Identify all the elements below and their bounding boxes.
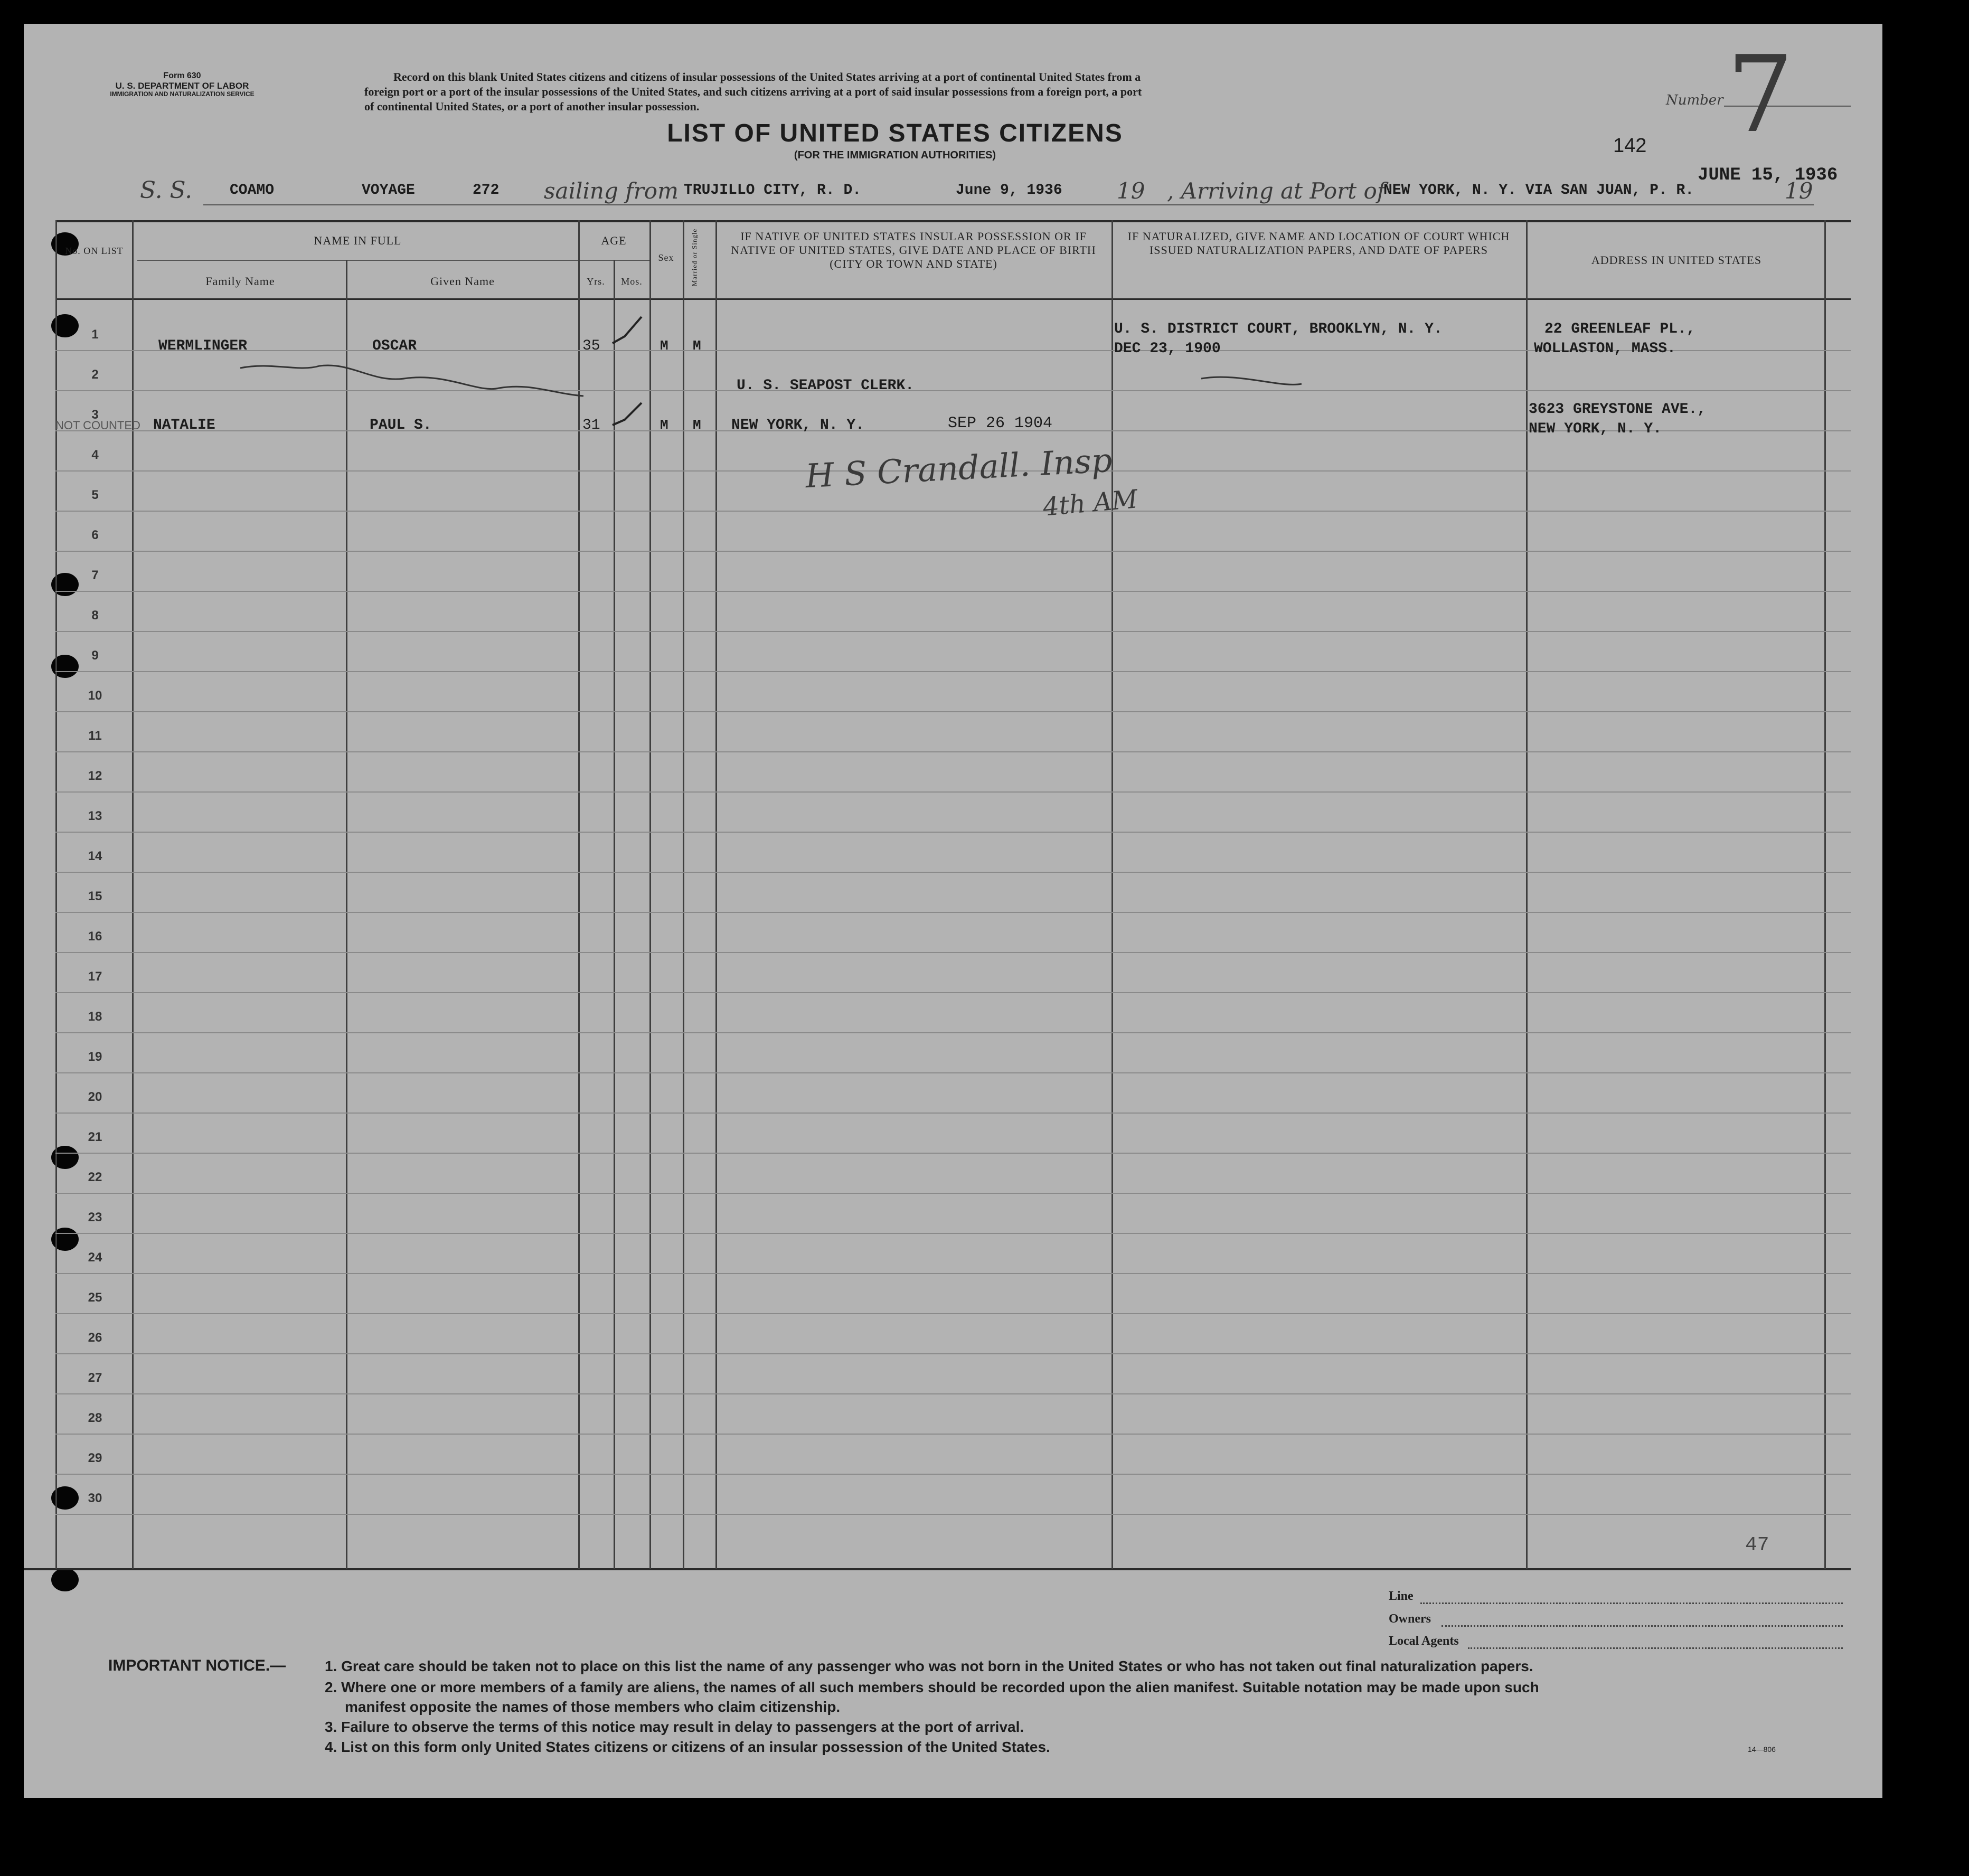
instructions-line-3: of continental United States, or a port of another insular possession. xyxy=(364,100,700,113)
entry-3-address-1: 3623 GREYSTONE AVE., xyxy=(1529,401,1707,418)
notice-item-4: 4. List on this form only United States citizens or citizens of an insular possession of the United States. xyxy=(325,1739,1050,1755)
row-number: 9 xyxy=(91,648,99,663)
form-code: 14—806 xyxy=(1748,1745,1776,1754)
owners-label: Owners xyxy=(1389,1612,1431,1626)
row-number: 19 xyxy=(88,1050,102,1064)
entry-3-family: NATALIE xyxy=(153,417,215,433)
entry-3-yrs: 31 xyxy=(582,417,600,433)
col-header-naturalized: IF NATURALIZED, GIVE NAME AND LOCATION OF COURT WHICH ISSUED NATURALIZATION PAPERS, AND DATE OF PAPERS xyxy=(1127,230,1510,257)
number-value: 7 xyxy=(1727,33,1794,156)
row-number: 14 xyxy=(88,849,102,863)
entry-1-court: U. S. DISTRICT COURT, BROOKLYN, N. Y. xyxy=(1114,321,1443,337)
entry-1-family: WERMLINGER xyxy=(158,338,248,354)
col-header-mos: Mos. xyxy=(621,276,643,287)
notice-item-2-cont: manifest opposite the names of those members who claim citizenship. xyxy=(345,1699,841,1715)
col-header-name: NAME IN FULL xyxy=(314,234,402,247)
row-number: 6 xyxy=(91,528,99,542)
manifest-sheet xyxy=(24,24,1882,1798)
form-number: Form 630 xyxy=(163,71,201,80)
col-header-yrs: Yrs. xyxy=(587,276,605,287)
row-number: 13 xyxy=(88,809,102,823)
check-mark xyxy=(613,317,642,343)
col-header-age: AGE xyxy=(601,234,627,247)
row-number: 5 xyxy=(91,488,99,502)
check-mark xyxy=(613,403,642,425)
agents-label: Local Agents xyxy=(1389,1634,1459,1648)
row-number: 28 xyxy=(88,1411,102,1425)
col-header-native: IF NATIVE OF UNITED STATES INSULAR POSSESSION OR IF NATIVE OF UNITED STATES, GIVE DATE AND PLACE OF BIRTH (CITY OR TOWN AND STATE) xyxy=(731,230,1096,270)
col-header-family: Family Name xyxy=(205,275,275,288)
row-number: 15 xyxy=(88,889,102,903)
bottom-number: 47 xyxy=(1745,1534,1769,1557)
notice-title: IMPORTANT NOTICE.— xyxy=(108,1657,286,1674)
col-header-address: ADDRESS IN UNITED STATES xyxy=(1591,253,1762,267)
row-number: 7 xyxy=(91,568,99,582)
ship-name: COAMO xyxy=(230,182,275,199)
voyage-label: VOYAGE xyxy=(362,182,415,199)
row-number: 2 xyxy=(91,367,99,382)
row-number: 21 xyxy=(88,1130,102,1144)
row-number: 17 xyxy=(88,969,102,984)
row-number: 10 xyxy=(88,689,102,703)
entry-2-note: U. S. SEAPOST CLERK. xyxy=(737,378,915,394)
handwritten-marks xyxy=(24,24,1882,1608)
entry-3-birthdate: SEP 26 1904 xyxy=(948,414,1053,432)
row-number: 16 xyxy=(88,929,102,944)
notice-item-2: 2. Where one or more members of a family are aliens, the names of all such members should be recorded upon the alien manifest. Suitable notation may be made upon such xyxy=(325,1679,1539,1695)
entry-3-margin-note: NOT COUNTED xyxy=(55,419,140,432)
signature-note: 4th AM xyxy=(1041,484,1139,522)
row-number: 4 xyxy=(91,448,99,462)
year-suffix: 19 xyxy=(1785,178,1813,204)
row-number: 12 xyxy=(88,769,102,783)
voyage-number: 272 xyxy=(473,182,500,199)
form-service: IMMIGRATION AND NATURALIZATION SERVICE xyxy=(110,90,255,98)
row-number: 18 xyxy=(88,1010,102,1024)
entry-1-address-2: WOLLASTON, MASS. xyxy=(1534,341,1676,357)
line-label: Line xyxy=(1389,1589,1414,1603)
sailing-label: sailing from xyxy=(544,178,679,204)
page-stamp: 142 xyxy=(1613,135,1647,157)
year-prefix: 19 xyxy=(1117,178,1145,204)
owners-field xyxy=(1442,1625,1843,1627)
col-header-no: No. ON LIST xyxy=(65,246,124,256)
ditto-squiggle xyxy=(1201,377,1302,384)
entry-1-yrs: 35 xyxy=(582,338,600,354)
entry-3-birthplace: NEW YORK, N. Y. xyxy=(731,417,865,433)
row-number: 27 xyxy=(88,1371,102,1385)
arrival-date: JUNE 15, 1936 xyxy=(1698,165,1838,185)
entry-3-married: M xyxy=(693,417,701,433)
row-number: 3 xyxy=(91,408,99,422)
col-header-married: Married or Single xyxy=(690,228,699,287)
form-department: U. S. DEPARTMENT OF LABOR xyxy=(115,81,249,91)
row-number: 24 xyxy=(88,1250,102,1265)
inspector-signature: H S Crandall. Insp xyxy=(804,440,1114,496)
page-subtitle: (FOR THE IMMIGRATION AUTHORITIES) xyxy=(794,149,996,161)
entry-1-court-date: DEC 23, 1900 xyxy=(1114,341,1221,357)
line-field xyxy=(1420,1602,1843,1604)
notice-item-1: 1. Great care should be taken not to place on this list the name of any passenger who was not born in the United States or who has not taken out final naturalization papers. xyxy=(325,1658,1533,1674)
row-number: 20 xyxy=(88,1090,102,1104)
arriving-label: , Arriving at Port of xyxy=(1167,178,1386,204)
col-header-given: Given Name xyxy=(430,275,495,288)
row-number: 11 xyxy=(88,729,102,743)
sailing-from: TRUJILLO CITY, R. D. xyxy=(684,182,862,199)
entry-3-address-2: NEW YORK, N. Y. xyxy=(1529,421,1662,437)
agents-field xyxy=(1468,1647,1843,1649)
row-number: 8 xyxy=(91,608,99,623)
row-number: 22 xyxy=(88,1170,102,1184)
row-number: 26 xyxy=(88,1331,102,1345)
sailing-date: June 9, 1936 xyxy=(956,182,1062,199)
instructions-line-1: Record on this blank United States citizens and citizens of insular possessions of the United States arriving at a port of continental United States from a xyxy=(393,70,1141,83)
number-label: Number xyxy=(1666,92,1723,108)
entry-1-married: M xyxy=(693,338,701,354)
page-title: LIST OF UNITED STATES CITIZENS xyxy=(667,119,1123,147)
entry-1-address-1: 22 GREENLEAF PL., xyxy=(1544,321,1695,337)
row-number: 30 xyxy=(88,1491,102,1505)
notice-item-3: 3. Failure to observe the terms of this notice may result in delay to passengers at the port of arrival. xyxy=(325,1719,1024,1735)
ss-label: S. S. xyxy=(140,177,193,204)
row-number: 23 xyxy=(88,1210,102,1224)
entry-1-sex: M xyxy=(660,338,668,354)
row-number: 29 xyxy=(88,1451,102,1465)
entry-3-sex: M xyxy=(660,417,668,433)
instructions-line-2: foreign port or a port of the insular possessions of the United States, and such citizens arriving at a port of said insular possessions from a foreign port, a port xyxy=(364,85,1142,98)
row-number: 25 xyxy=(88,1290,102,1305)
entry-1-given: OSCAR xyxy=(372,338,417,354)
ditto-squiggle xyxy=(240,365,583,396)
row-number: 1 xyxy=(91,327,99,342)
entry-3-given: PAUL S. xyxy=(370,417,432,433)
arrival-port: NEW YORK, N. Y. VIA SAN JUAN, P. R. xyxy=(1383,182,1694,199)
col-header-sex: Sex xyxy=(658,252,674,263)
